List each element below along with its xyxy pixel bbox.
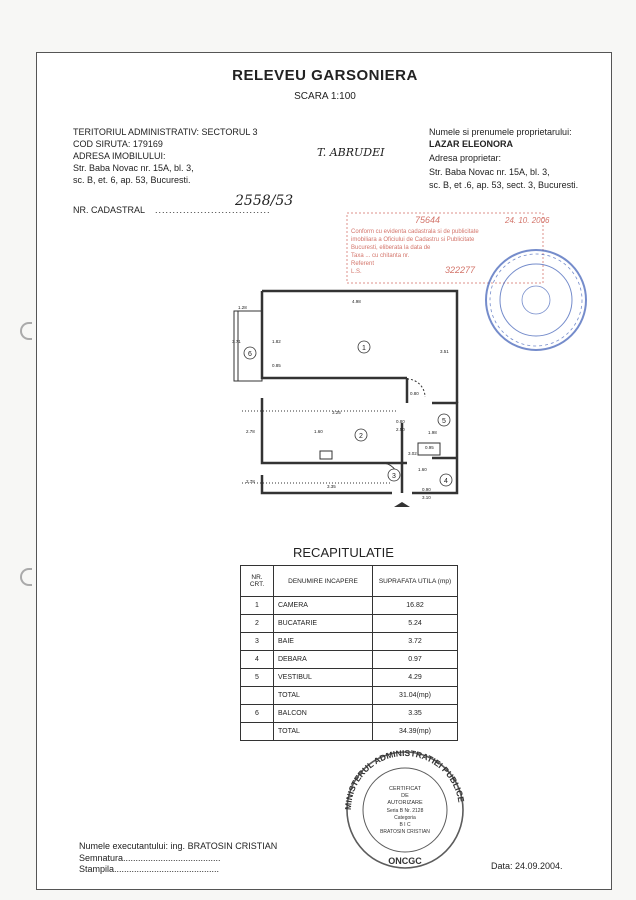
dim-18: 2.78 [246, 429, 255, 434]
dim-13: 0.95 [425, 445, 434, 450]
table-row [241, 705, 458, 723]
dim-14: 3.02 [408, 451, 417, 456]
dim-8: 3.25 [332, 410, 341, 415]
dim-12: 1.98 [428, 430, 437, 435]
row-name: DEBARA [274, 651, 373, 669]
seal-l3: AUTORIZARE [387, 800, 423, 806]
left-header-line2: COD SIRUTA: 179169 [73, 139, 163, 149]
recap-table [240, 565, 458, 741]
room-label-5: 5 [442, 418, 446, 425]
seal-l2: DE [401, 793, 409, 799]
owner-name: LAZAR ELEONORA [429, 139, 513, 149]
semnatura-line: Semnatura....................................... [79, 853, 221, 863]
row-name: BUCATARIE [274, 615, 373, 633]
stamp-receipt: 322277 [445, 265, 476, 275]
row-name: CAMERA [274, 597, 373, 615]
row-nr: 6 [241, 705, 274, 723]
dim-4: 3.71 [232, 339, 241, 344]
room-label-2: 2 [359, 433, 363, 440]
row-nr: 1 [241, 597, 274, 615]
dim-20: 1.60 [418, 467, 427, 472]
room-label-3: 3 [392, 473, 396, 480]
cadastral-dots: ................................. [155, 205, 271, 215]
document-title: RELEVEU GARSONIERA [232, 67, 418, 84]
floor-plan [232, 283, 462, 511]
right-header-line1: Numele si prenumele proprietarului: [429, 127, 572, 137]
dim-10: 0.80 [396, 419, 405, 424]
cadastral-label: NR. CADASTRAL [73, 205, 146, 215]
row-area: 0.97 [373, 651, 458, 669]
table-row [241, 615, 458, 633]
seal-l4: Seria B Nr. 2128 [386, 808, 424, 814]
row-name: BALCON [274, 705, 373, 723]
left-header-line5: sc. B, et. 6, ap. 53, Bucuresti. [73, 175, 191, 185]
header-area: SUPRAFATA UTILA (mp) [373, 566, 458, 597]
stamp-line5: Referent [351, 261, 375, 267]
row-area: 16.82 [373, 597, 458, 615]
dim-6: 0.85 [272, 363, 281, 368]
punch-hole-top [20, 322, 32, 340]
row-area: 34.39(mp) [373, 723, 458, 741]
room-label-1: 1 [362, 345, 366, 352]
row-name: BAIE [274, 633, 373, 651]
dim-9: 1.60 [314, 429, 323, 434]
stamp-line2: imobiliara a Oficiului de Cadastru si Publicitate [351, 237, 475, 243]
row-nr: 2 [241, 615, 274, 633]
authorization-seal [337, 748, 473, 872]
table-row [241, 651, 458, 669]
seal-l1: CERTIFICAT [389, 786, 421, 792]
row-name: TOTAL [274, 723, 373, 741]
executant-name: Numele executantului: ing. BRATOSIN CRISTIAN [79, 841, 278, 851]
document-scale: SCARA 1:100 [294, 91, 356, 102]
dim-16: 0.90 [422, 487, 431, 492]
stamp-line6: L.S. [351, 269, 362, 275]
entrance-arrow-icon [394, 502, 410, 507]
row-name: VESTIBUL [274, 669, 373, 687]
recap-title: RECAPITULATIE [293, 545, 394, 560]
stamp-line1: Conform cu evidenta cadastrala si de publicitate [351, 229, 479, 235]
left-header-line4: Str. Baba Novac nr. 15A, bl. 3, [73, 163, 194, 173]
dim-1: 4.98 [352, 299, 361, 304]
table-row [241, 687, 458, 705]
left-header-line3: ADRESA IMOBILULUI: [73, 151, 166, 161]
stamp-line4: Taxa ... cu chitanta nr. [351, 253, 410, 259]
table-row [241, 597, 458, 615]
office-round-seal [481, 245, 591, 355]
dim-2: 3.51 [440, 349, 449, 354]
stamp-number: 75644 [415, 215, 441, 225]
seal-bottom: ONCGC [388, 856, 422, 866]
dim-11: 2.50 [396, 427, 405, 432]
row-nr [241, 723, 274, 741]
header-nr: NR. CRT. [241, 566, 274, 597]
seal-l7: BRATOSIN CRISTIAN [380, 829, 430, 835]
row-area: 31.04(mp) [373, 687, 458, 705]
dim-17: 3.10 [422, 495, 431, 500]
header-name: DENUMIRE INCAPERE [274, 566, 373, 597]
seal-ring-text: MINISTERUL ADMINISTRATIEI PUBLICE [342, 748, 467, 811]
row-name: TOTAL [274, 687, 373, 705]
punch-hole-bottom [20, 568, 32, 586]
row-area: 3.35 [373, 705, 458, 723]
cadastral-value: 2558/53 [235, 193, 294, 209]
row-nr: 3 [241, 633, 274, 651]
table-row [241, 723, 458, 741]
table-row [241, 633, 458, 651]
room-label-4: 4 [444, 478, 448, 485]
stamp-line3: Bucuresti, eliberata la data de [351, 245, 431, 251]
dim-3: 1.28 [238, 305, 247, 310]
seal-l5: Categoria [394, 815, 416, 821]
dim-15: 3.35 [327, 484, 336, 489]
table-row [241, 669, 458, 687]
dim-5: 1.82 [272, 339, 281, 344]
row-area: 4.29 [373, 669, 458, 687]
stampila-line: Stampila.......................................... [79, 864, 220, 874]
stamp-date: 24. 10. 2006 [505, 216, 550, 225]
right-header-line4: Str. Baba Novac nr. 15A, bl. 3, [429, 167, 550, 177]
dim-7: 0.80 [410, 391, 419, 396]
recap-header-row [241, 566, 458, 597]
row-area: 5.24 [373, 615, 458, 633]
right-header-line5: sc. B, et .6, ap. 53, sect. 3, Bucuresti. [429, 180, 579, 190]
dim-19: 2.78 [246, 479, 255, 484]
room-label-6: 6 [248, 351, 252, 358]
row-area: 3.72 [373, 633, 458, 651]
right-header-line3: Adresa proprietar: [429, 153, 502, 163]
seal-l6: B I C [399, 822, 411, 828]
document-date: Data: 24.09.2004. [491, 861, 563, 871]
row-nr: 5 [241, 669, 274, 687]
row-nr: 4 [241, 651, 274, 669]
handwritten-signature: T. ABRUDEI [317, 146, 385, 159]
left-header-line1: TERITORIUL ADMINISTRATIV: SECTORUL 3 [73, 127, 258, 137]
document-sheet [36, 52, 612, 890]
row-nr [241, 687, 274, 705]
